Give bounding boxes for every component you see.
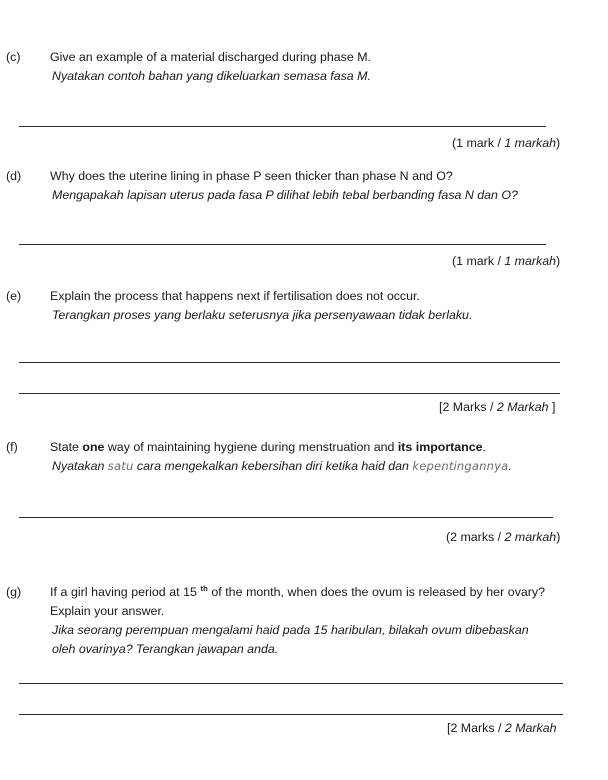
question-g-english-part2: of the month, when does the ovum is released by her ovary? Explain your answer. (50, 585, 545, 618)
marks-label-f (446, 529, 560, 545)
question-d-english-text: Why does the uterine lining in phase P seen thicker than phase N and O? (50, 169, 453, 183)
question-c-malay: Nyatakan contoh bahan yang dikeluarkan semasa fasa M. (52, 69, 371, 83)
question-g-ordinal-suffix: th (200, 583, 208, 593)
question-f-malay-alt2: kepentingannya (412, 459, 509, 473)
question-f-malay (28, 457, 578, 476)
question-e-english-text: Explain the process that happens next if fertilisation does not occur. (50, 289, 420, 303)
answer-line-f-1[interactable] (19, 517, 553, 518)
marks-label-c (452, 135, 560, 151)
marks-d-malay: 1 markah (504, 254, 556, 268)
marks-e-open: [ (439, 400, 443, 414)
marks-e-close: ] (548, 400, 556, 414)
question-g-label: (g) (6, 585, 22, 599)
question-f-malay-part1: Nyatakan (52, 459, 108, 473)
question-g-english (6, 583, 578, 621)
question-e-label: (e) (6, 289, 22, 303)
question-e-malay: Terangkan proses yang berlaku seterusnya jika persenyawaan tidak berlaku. (52, 308, 473, 322)
question-f-malay-alt1: satu (107, 459, 134, 473)
answer-line-e-2[interactable] (19, 393, 560, 394)
marks-f-sep: / (494, 530, 505, 544)
question-c (0, 48, 608, 86)
marks-d-close: ) (556, 254, 561, 268)
marks-g-open: [ (447, 721, 451, 735)
question-g-text (0, 583, 608, 659)
question-f-english (6, 438, 578, 457)
answer-line-d-1[interactable] (19, 244, 546, 245)
question-e-text (0, 287, 608, 325)
marks-g-malay: 2 Markah (504, 721, 557, 735)
marks-c-english: 1 mark (456, 136, 495, 150)
question-c-english (6, 48, 578, 67)
answer-line-g-2[interactable] (19, 714, 563, 715)
question-c-label: (c) (6, 50, 21, 64)
marks-f-malay: 2 markah (504, 530, 557, 544)
marks-f-english: 2 marks (450, 530, 495, 544)
question-d-text (0, 167, 608, 205)
question-f-english-part3: . (482, 440, 486, 454)
question-f-malay-part3: . (508, 459, 512, 473)
marks-label-e (439, 399, 555, 415)
answer-line-g-1[interactable] (19, 683, 563, 684)
marks-c-close: ) (556, 136, 561, 150)
question-d (0, 167, 608, 205)
question-g (0, 583, 608, 659)
marks-d-open: ( (452, 254, 457, 268)
marks-label-g (447, 720, 557, 736)
question-f-text (0, 438, 608, 476)
marks-e-english: 2 Marks (442, 400, 487, 414)
marks-e-malay: 2 Markah (496, 400, 549, 414)
question-f (0, 438, 608, 476)
marks-e-sep: / (486, 400, 497, 414)
answer-line-c-1[interactable] (19, 126, 546, 127)
marks-g-english: 2 Marks (450, 721, 495, 735)
question-f-english-bold2: its importance (397, 440, 483, 454)
question-f-english-bold1: one (82, 440, 105, 454)
marks-c-malay: 1 markah (504, 136, 556, 150)
question-f-english-part1: State (50, 440, 83, 454)
question-e (0, 287, 608, 325)
marks-c-open: ( (452, 136, 457, 150)
question-g-malay: Jika seorang perempuan mengalami haid pada 15 haribulan, bilakah ovum dibebaskan oleh ovarinya? Terangkan jawapan anda. (52, 623, 529, 656)
question-g-english-part1: If a girl having period at 15 (50, 585, 201, 599)
question-d-malay: Mengapakah lapisan uterus pada fasa P dilihat lebih tebal berbanding fasa N dan O? (52, 188, 518, 202)
question-d-english (6, 167, 578, 186)
question-d-label: (d) (6, 169, 22, 183)
marks-c-sep: / (494, 136, 505, 150)
answer-line-e-1[interactable] (19, 362, 560, 363)
marks-d-english: 1 mark (456, 254, 495, 268)
marks-g-sep: / (494, 721, 505, 735)
marks-f-open: ( (446, 530, 451, 544)
marks-d-sep: / (494, 254, 505, 268)
question-f-english-part2: way of maintaining hygiene during menstruation and (104, 440, 398, 454)
question-c-text (0, 48, 608, 86)
marks-f-close: ) (556, 530, 561, 544)
question-f-label: (f) (6, 440, 18, 454)
question-f-malay-part2: cara mengekalkan kebersihan diri ketika haid dan (133, 459, 413, 473)
question-c-english-text: Give an example of a material discharged during phase M. (50, 50, 371, 64)
question-e-english (6, 287, 578, 306)
marks-label-d (452, 253, 560, 269)
